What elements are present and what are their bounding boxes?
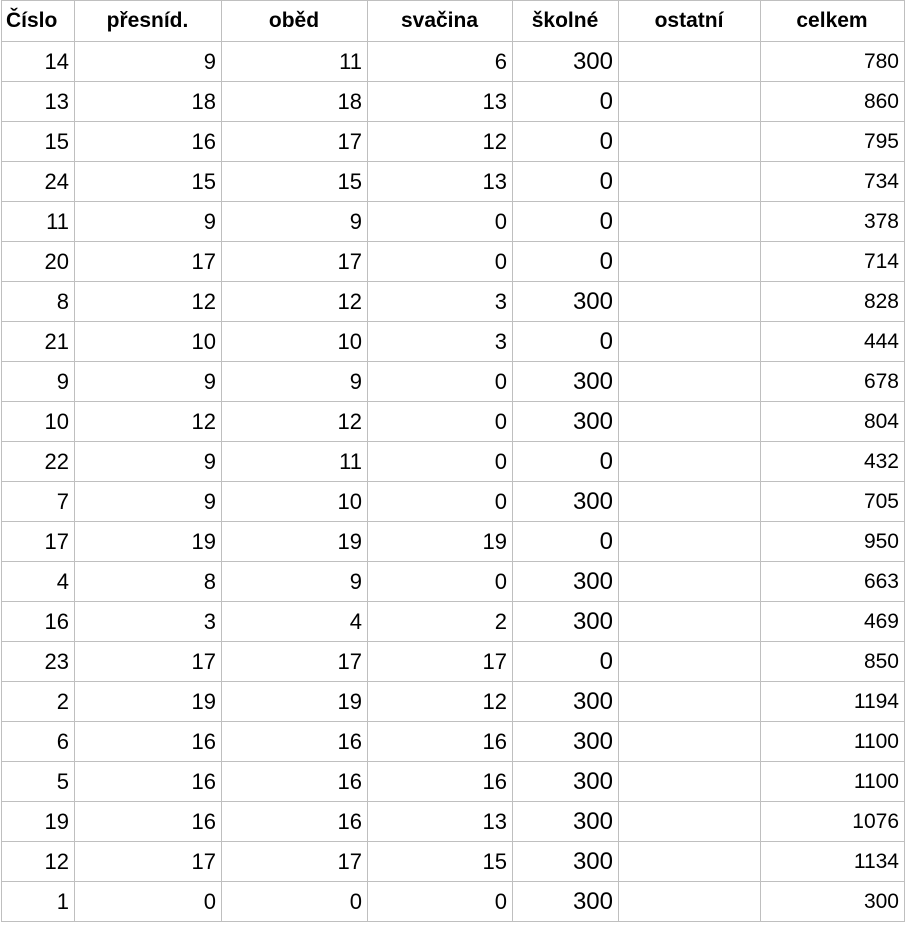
cell-skolne[interactable]: 300 [513, 402, 619, 442]
cell-svacina[interactable]: 13 [368, 162, 513, 202]
cell-cislo[interactable]: 1 [2, 882, 75, 922]
cell-skolne[interactable]: 300 [513, 682, 619, 722]
cell-celkem[interactable]: 850 [761, 642, 905, 682]
cell-obed[interactable]: 16 [222, 762, 368, 802]
cell-presnidavka[interactable]: 16 [75, 122, 222, 162]
cell-obed[interactable]: 11 [222, 442, 368, 482]
cell-presnidavka[interactable]: 12 [75, 282, 222, 322]
cell-skolne[interactable]: 0 [513, 202, 619, 242]
cell-obed[interactable]: 9 [222, 562, 368, 602]
cell-skolne[interactable]: 300 [513, 482, 619, 522]
spreadsheet-table [1, 0, 905, 922]
cell-svacina[interactable]: 0 [368, 562, 513, 602]
cell-svacina[interactable]: 12 [368, 122, 513, 162]
table-row [2, 202, 905, 242]
cell-svacina[interactable]: 0 [368, 202, 513, 242]
cell-celkem[interactable]: 804 [761, 402, 905, 442]
cell-celkem[interactable]: 678 [761, 362, 905, 402]
table-row [2, 642, 905, 682]
cell-obed[interactable]: 17 [222, 242, 368, 282]
cell-obed[interactable]: 12 [222, 402, 368, 442]
cell-ostatni[interactable] [619, 482, 761, 522]
cell-skolne[interactable]: 0 [513, 322, 619, 362]
cell-svacina[interactable]: 3 [368, 322, 513, 362]
cell-ostatni[interactable] [619, 722, 761, 762]
cell-celkem[interactable]: 860 [761, 82, 905, 122]
table-row [2, 602, 905, 642]
cell-presnidavka[interactable]: 3 [75, 602, 222, 642]
cell-cislo[interactable]: 12 [2, 842, 75, 882]
cell-presnidavka[interactable]: 16 [75, 722, 222, 762]
cell-cislo[interactable]: 8 [2, 282, 75, 322]
table-row [2, 762, 905, 802]
cell-ostatni[interactable] [619, 202, 761, 242]
cell-cislo[interactable]: 10 [2, 402, 75, 442]
cell-presnidavka[interactable]: 18 [75, 82, 222, 122]
cell-obed[interactable]: 10 [222, 482, 368, 522]
cell-svacina[interactable]: 0 [368, 402, 513, 442]
cell-presnidavka[interactable]: 8 [75, 562, 222, 602]
cell-presnidavka[interactable]: 9 [75, 442, 222, 482]
table-row [2, 882, 905, 922]
cell-skolne[interactable]: 300 [513, 882, 619, 922]
header-svacina[interactable]: svačina [368, 1, 513, 42]
cell-presnidavka[interactable]: 15 [75, 162, 222, 202]
cell-svacina[interactable]: 0 [368, 442, 513, 482]
cell-skolne[interactable]: 300 [513, 282, 619, 322]
cell-skolne[interactable]: 0 [513, 162, 619, 202]
table-row [2, 122, 905, 162]
table-row [2, 282, 905, 322]
cell-ostatni[interactable] [619, 402, 761, 442]
cell-celkem[interactable]: 705 [761, 482, 905, 522]
cell-cislo[interactable]: 23 [2, 642, 75, 682]
cell-cislo[interactable]: 7 [2, 482, 75, 522]
cell-celkem[interactable]: 444 [761, 322, 905, 362]
cell-cislo[interactable]: 4 [2, 562, 75, 602]
cell-cislo[interactable]: 13 [2, 82, 75, 122]
cell-svacina[interactable]: 13 [368, 802, 513, 842]
cell-svacina[interactable]: 2 [368, 602, 513, 642]
cell-obed[interactable]: 19 [222, 522, 368, 562]
cell-celkem[interactable]: 378 [761, 202, 905, 242]
cell-skolne[interactable]: 300 [513, 762, 619, 802]
header-celkem[interactable]: celkem [761, 1, 905, 42]
cell-presnidavka[interactable]: 9 [75, 42, 222, 82]
cell-ostatni[interactable] [619, 562, 761, 602]
cell-ostatni[interactable] [619, 322, 761, 362]
cell-svacina[interactable]: 19 [368, 522, 513, 562]
table-row [2, 242, 905, 282]
table-row [2, 722, 905, 762]
cell-celkem[interactable]: 780 [761, 42, 905, 82]
cell-cislo[interactable]: 19 [2, 802, 75, 842]
cell-cislo[interactable]: 2 [2, 682, 75, 722]
cell-presnidavka[interactable]: 0 [75, 882, 222, 922]
cell-obed[interactable]: 17 [222, 642, 368, 682]
cell-skolne[interactable]: 300 [513, 842, 619, 882]
cell-cislo[interactable]: 21 [2, 322, 75, 362]
cell-cislo[interactable]: 11 [2, 202, 75, 242]
header-row [2, 1, 905, 42]
cell-cislo[interactable]: 14 [2, 42, 75, 82]
cell-skolne[interactable]: 300 [513, 722, 619, 762]
table-row [2, 402, 905, 442]
cell-presnidavka[interactable]: 9 [75, 482, 222, 522]
header-obed[interactable]: oběd [222, 1, 368, 42]
cell-celkem[interactable]: 714 [761, 242, 905, 282]
table-body [2, 42, 905, 922]
cell-celkem[interactable]: 1194 [761, 682, 905, 722]
cell-obed[interactable]: 12 [222, 282, 368, 322]
cell-celkem[interactable]: 950 [761, 522, 905, 562]
cell-cislo[interactable]: 16 [2, 602, 75, 642]
cell-ostatni[interactable] [619, 682, 761, 722]
cell-cislo[interactable]: 17 [2, 522, 75, 562]
cell-svacina[interactable]: 16 [368, 722, 513, 762]
cell-presnidavka[interactable]: 9 [75, 202, 222, 242]
cell-presnidavka[interactable]: 17 [75, 842, 222, 882]
table-row [2, 802, 905, 842]
cell-celkem[interactable]: 663 [761, 562, 905, 602]
cell-presnidavka[interactable]: 12 [75, 402, 222, 442]
cell-presnidavka[interactable]: 19 [75, 522, 222, 562]
cell-obed[interactable]: 10 [222, 322, 368, 362]
cell-cislo[interactable]: 5 [2, 762, 75, 802]
cell-presnidavka[interactable]: 9 [75, 362, 222, 402]
cell-presnidavka[interactable]: 10 [75, 322, 222, 362]
cell-celkem[interactable]: 1076 [761, 802, 905, 842]
cell-cislo[interactable]: 6 [2, 722, 75, 762]
cell-skolne[interactable]: 0 [513, 242, 619, 282]
cell-celkem[interactable]: 828 [761, 282, 905, 322]
header-presnidavka[interactable]: přesníd. [75, 1, 222, 42]
cell-cislo[interactable]: 22 [2, 442, 75, 482]
cell-cislo[interactable]: 20 [2, 242, 75, 282]
table-row [2, 362, 905, 402]
cell-ostatni[interactable] [619, 882, 761, 922]
cell-skolne[interactable]: 300 [513, 362, 619, 402]
cell-celkem[interactable]: 795 [761, 122, 905, 162]
cell-svacina[interactable]: 0 [368, 242, 513, 282]
cell-presnidavka[interactable]: 16 [75, 802, 222, 842]
cell-obed[interactable]: 9 [222, 202, 368, 242]
cell-obed[interactable]: 16 [222, 722, 368, 762]
cell-ostatni[interactable] [619, 602, 761, 642]
cell-obed[interactable]: 17 [222, 842, 368, 882]
cell-skolne[interactable]: 0 [513, 82, 619, 122]
cell-svacina[interactable]: 15 [368, 842, 513, 882]
cell-celkem[interactable]: 1134 [761, 842, 905, 882]
table-row [2, 842, 905, 882]
cell-ostatni[interactable] [619, 82, 761, 122]
cell-svacina[interactable]: 0 [368, 882, 513, 922]
cell-ostatni[interactable] [619, 242, 761, 282]
table-row [2, 162, 905, 202]
header-skolne[interactable]: školné [513, 1, 619, 42]
cell-skolne[interactable]: 300 [513, 602, 619, 642]
cell-ostatni[interactable] [619, 842, 761, 882]
cell-svacina[interactable]: 16 [368, 762, 513, 802]
cell-svacina[interactable]: 0 [368, 362, 513, 402]
cell-cislo[interactable]: 15 [2, 122, 75, 162]
cell-celkem[interactable]: 300 [761, 882, 905, 922]
cell-presnidavka[interactable]: 17 [75, 642, 222, 682]
cell-ostatni[interactable] [619, 162, 761, 202]
table-row [2, 42, 905, 82]
cell-obed[interactable]: 11 [222, 42, 368, 82]
header-cislo[interactable]: Číslo [2, 1, 75, 42]
cell-ostatni[interactable] [619, 122, 761, 162]
cell-celkem[interactable]: 1100 [761, 722, 905, 762]
table-row [2, 82, 905, 122]
cell-presnidavka[interactable]: 17 [75, 242, 222, 282]
cell-obed[interactable]: 17 [222, 122, 368, 162]
table-row [2, 522, 905, 562]
cell-ostatni[interactable] [619, 442, 761, 482]
cell-obed[interactable]: 0 [222, 882, 368, 922]
cell-celkem[interactable]: 432 [761, 442, 905, 482]
cell-svacina[interactable]: 6 [368, 42, 513, 82]
cell-ostatni[interactable] [619, 362, 761, 402]
cell-skolne[interactable]: 0 [513, 122, 619, 162]
cell-obed[interactable]: 4 [222, 602, 368, 642]
cell-presnidavka[interactable]: 19 [75, 682, 222, 722]
cell-cislo[interactable]: 24 [2, 162, 75, 202]
cell-ostatni[interactable] [619, 282, 761, 322]
cell-cislo[interactable]: 9 [2, 362, 75, 402]
cell-obed[interactable]: 9 [222, 362, 368, 402]
cell-ostatni[interactable] [619, 522, 761, 562]
cell-svacina[interactable]: 12 [368, 682, 513, 722]
cell-skolne[interactable]: 300 [513, 562, 619, 602]
table-row [2, 682, 905, 722]
cell-obed[interactable]: 19 [222, 682, 368, 722]
cell-ostatni[interactable] [619, 42, 761, 82]
cell-presnidavka[interactable]: 16 [75, 762, 222, 802]
cell-ostatni[interactable] [619, 802, 761, 842]
cell-ostatni[interactable] [619, 642, 761, 682]
cell-svacina[interactable]: 0 [368, 482, 513, 522]
cell-skolne[interactable]: 300 [513, 802, 619, 842]
table-row [2, 322, 905, 362]
cell-celkem[interactable]: 1100 [761, 762, 905, 802]
cell-obed[interactable]: 16 [222, 802, 368, 842]
cell-svacina[interactable]: 13 [368, 82, 513, 122]
table-row [2, 482, 905, 522]
cell-skolne[interactable]: 0 [513, 442, 619, 482]
cell-obed[interactable]: 18 [222, 82, 368, 122]
cell-obed[interactable]: 15 [222, 162, 368, 202]
header-ostatni[interactable]: ostatní [619, 1, 761, 42]
cell-svacina[interactable]: 17 [368, 642, 513, 682]
cell-ostatni[interactable] [619, 762, 761, 802]
table-row [2, 562, 905, 602]
cell-svacina[interactable]: 3 [368, 282, 513, 322]
table-row [2, 442, 905, 482]
cell-skolne[interactable]: 0 [513, 642, 619, 682]
cell-celkem[interactable]: 469 [761, 602, 905, 642]
cell-skolne[interactable]: 0 [513, 522, 619, 562]
cell-celkem[interactable]: 734 [761, 162, 905, 202]
cell-skolne[interactable]: 300 [513, 42, 619, 82]
